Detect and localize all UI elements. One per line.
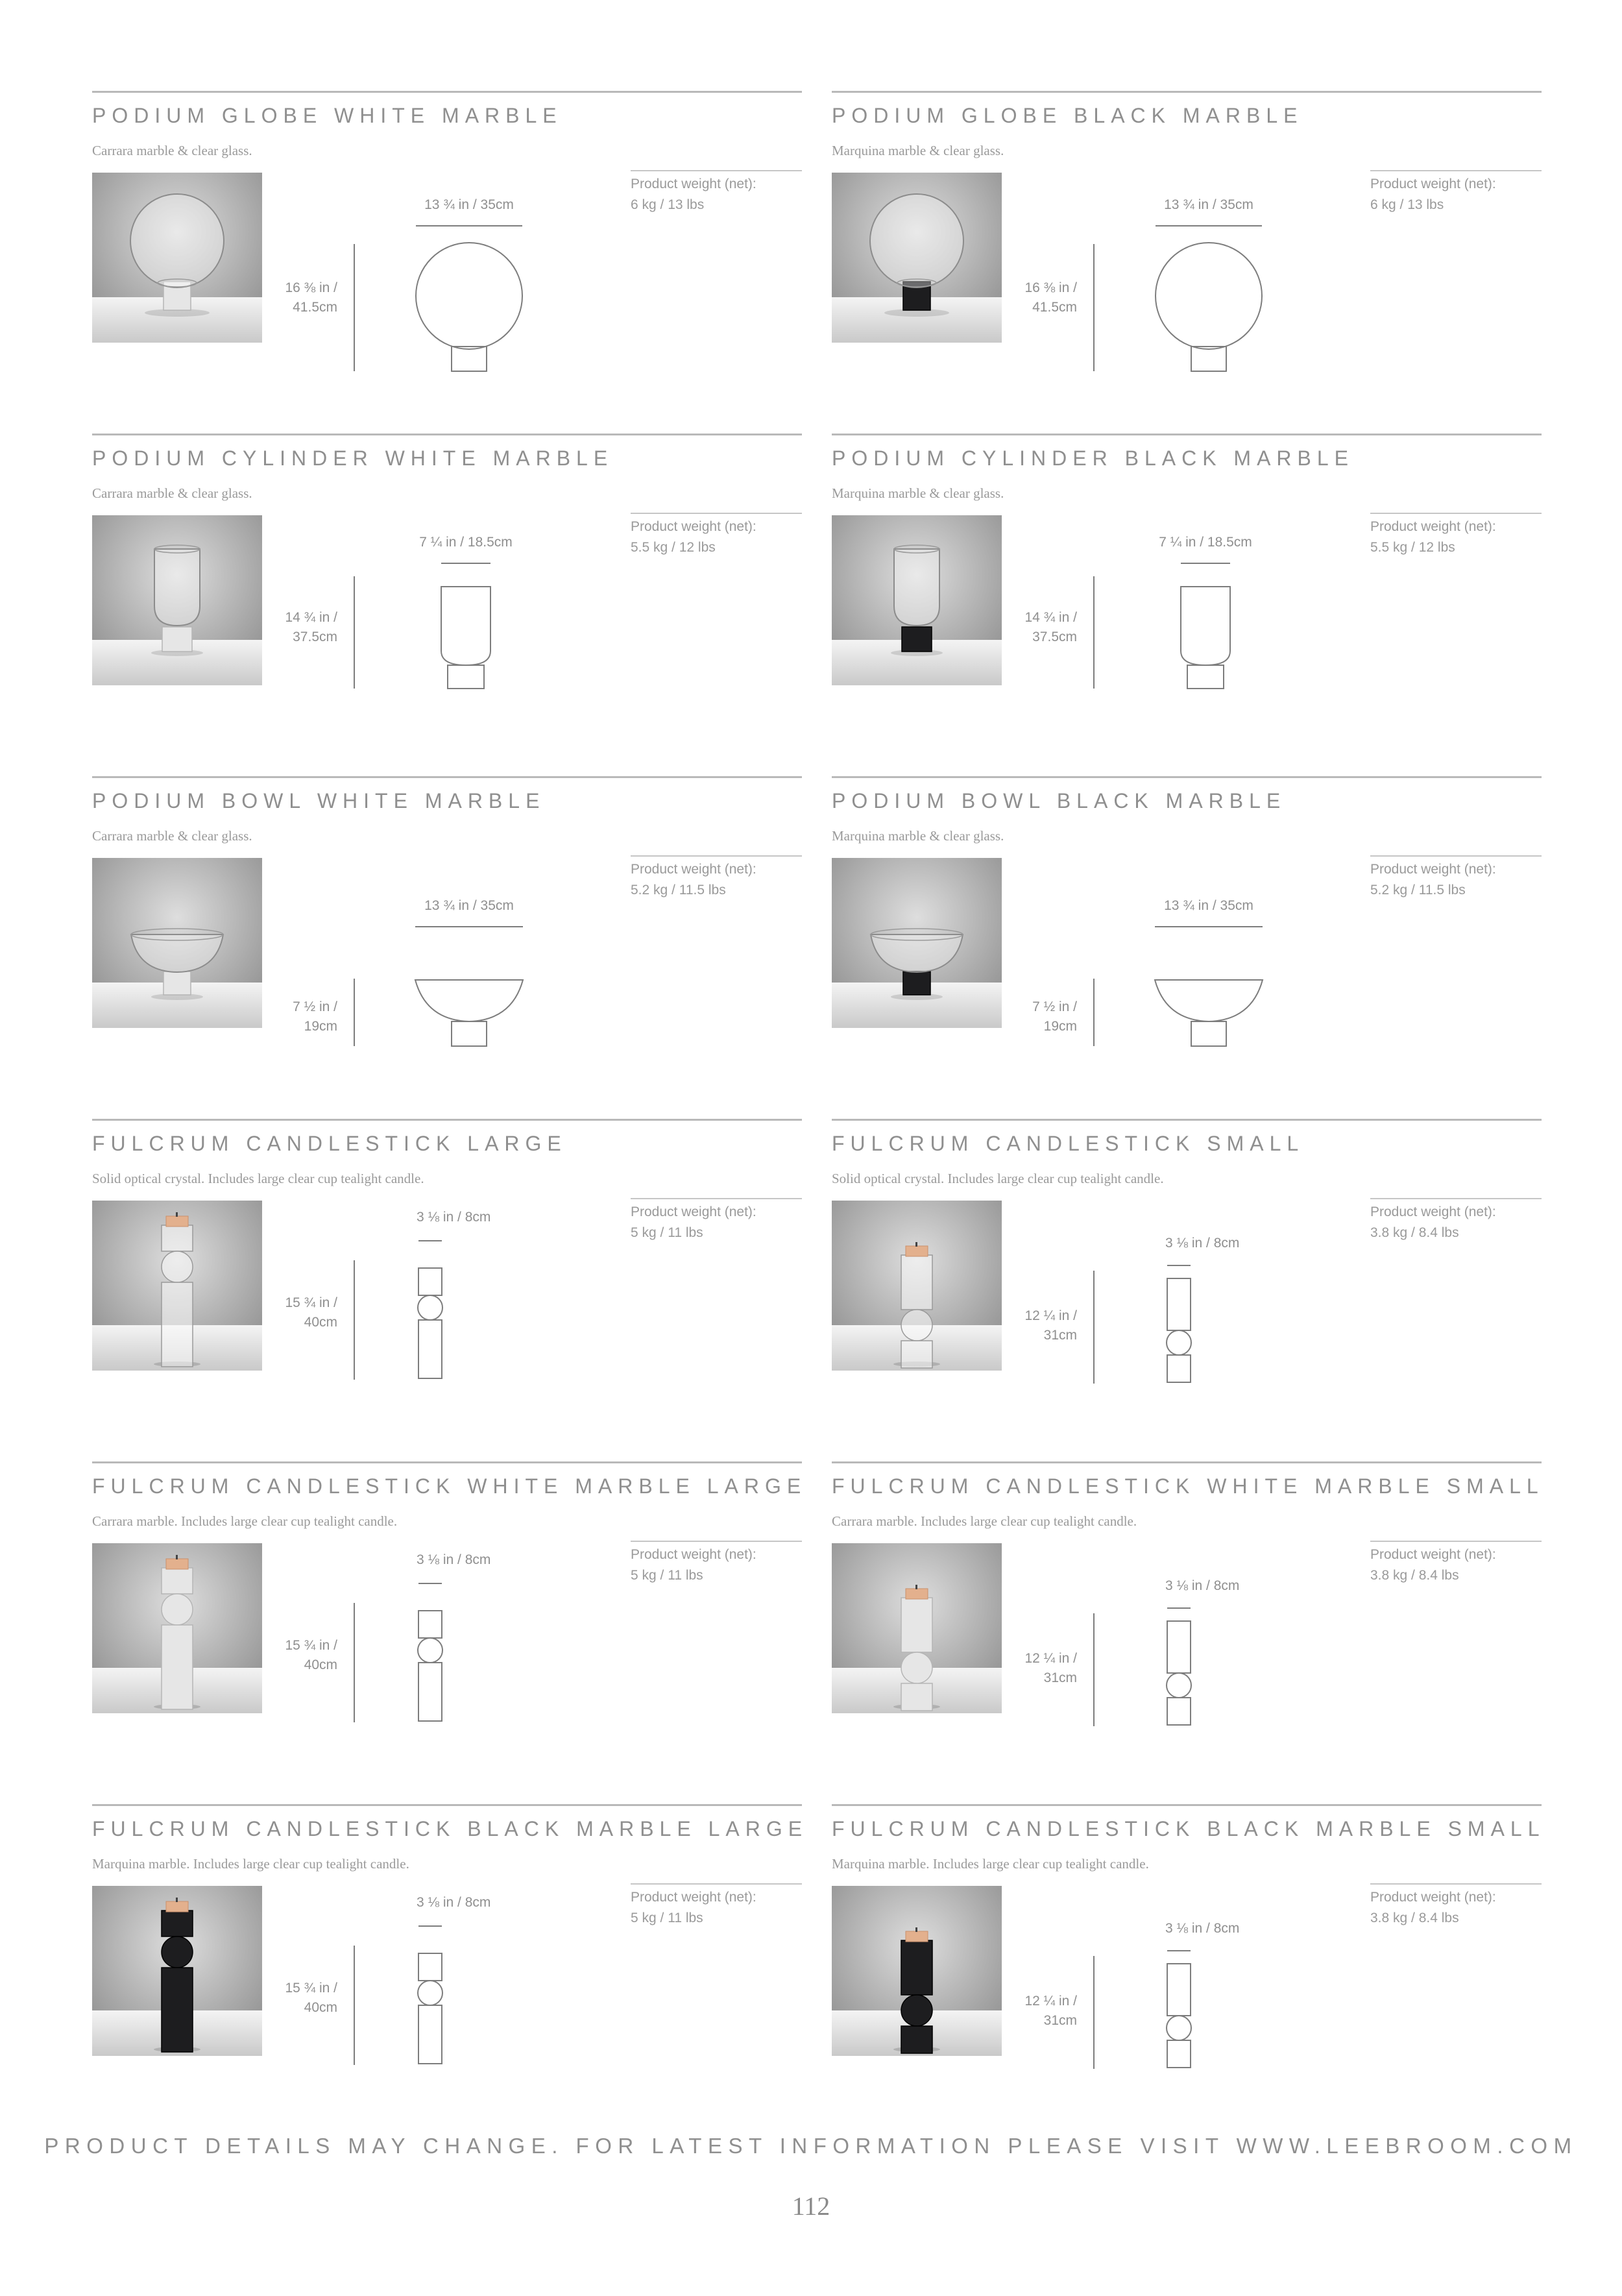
dimension-drawing bbox=[1024, 1869, 1299, 2064]
product-materials: Marquina marble & clear glass. bbox=[832, 485, 1004, 501]
svg-text:16 ⅜ in /: 16 ⅜ in / bbox=[285, 280, 337, 295]
product-title: FULCRUM CANDLESTICK WHITE MARBLE LARGE bbox=[92, 1474, 807, 1498]
product-title: PODIUM GLOBE WHITE MARBLE bbox=[92, 104, 563, 127]
dimension-drawing bbox=[1024, 1184, 1299, 1378]
svg-text:14 ¾ in /: 14 ¾ in / bbox=[1024, 610, 1077, 625]
weight-value: 3.8 kg / 8.4 lbs bbox=[1370, 1568, 1459, 1583]
section-divider bbox=[832, 776, 1542, 778]
svg-text:3 ⅛ in / 8cm: 3 ⅛ in / 8cm bbox=[417, 1895, 491, 1910]
product-materials: Marquina marble & clear glass. bbox=[832, 828, 1004, 844]
product-card bbox=[92, 1804, 808, 2103]
product-title: FULCRUM CANDLESTICK LARGE bbox=[92, 1132, 567, 1155]
section-divider bbox=[832, 1119, 1542, 1121]
dimension-drawing bbox=[285, 156, 559, 350]
svg-text:3 ⅛ in / 8cm: 3 ⅛ in / 8cm bbox=[417, 1210, 491, 1225]
product-title: PODIUM CYLINDER BLACK MARBLE bbox=[832, 446, 1355, 470]
svg-text:13 ¾ in / 35cm: 13 ¾ in / 35cm bbox=[1164, 197, 1253, 212]
section-divider bbox=[832, 434, 1542, 435]
product-materials: Solid optical crystal. Includes large clear cup tealight candle. bbox=[92, 1171, 424, 1186]
svg-text:15 ¾ in /: 15 ¾ in / bbox=[285, 1981, 337, 1996]
section-divider bbox=[832, 1461, 1542, 1463]
svg-text:3 ⅛ in / 8cm: 3 ⅛ in / 8cm bbox=[1165, 1921, 1240, 1936]
product-materials: Carrara marble & clear glass. bbox=[92, 828, 252, 844]
weight-value: 6 kg / 13 lbs bbox=[631, 197, 705, 212]
weight-value: 5 kg / 11 lbs bbox=[631, 1911, 703, 1925]
svg-text:13 ¾ in / 35cm: 13 ¾ in / 35cm bbox=[424, 898, 514, 913]
product-photo bbox=[832, 173, 1002, 343]
product-materials: Solid optical crystal. Includes large clear cup tealight candle. bbox=[832, 1171, 1164, 1186]
weight-value: 5.2 kg / 11.5 lbs bbox=[631, 883, 726, 898]
product-card bbox=[832, 776, 1542, 1075]
section-divider bbox=[832, 91, 1542, 93]
svg-text:40cm: 40cm bbox=[304, 1657, 337, 1672]
dimension-drawing bbox=[285, 1184, 559, 1378]
product-materials: Carrara marble & clear glass. bbox=[92, 143, 252, 158]
product-materials: Carrara marble. Includes large clear cup tealight candle. bbox=[832, 1513, 1137, 1529]
product-card bbox=[832, 1461, 1542, 1760]
product-title: FULCRUM CANDLESTICK SMALL bbox=[832, 1132, 1305, 1155]
product-card bbox=[92, 434, 802, 732]
weight-value: 5.2 kg / 11.5 lbs bbox=[1370, 883, 1466, 898]
svg-text:19cm: 19cm bbox=[304, 1019, 337, 1034]
weight-label: Product weight (net): bbox=[631, 519, 757, 534]
product-title: PODIUM BOWL WHITE MARBLE bbox=[92, 789, 546, 812]
page-number: 112 bbox=[792, 2192, 830, 2221]
weight-value: 3.8 kg / 8.4 lbs bbox=[1370, 1911, 1459, 1925]
product-card bbox=[92, 91, 802, 389]
product-materials: Carrara marble. Includes large clear cup tealight candle. bbox=[92, 1513, 398, 1529]
product-title: FULCRUM CANDLESTICK BLACK MARBLE SMALL bbox=[832, 1817, 1545, 1840]
section-divider bbox=[92, 1461, 802, 1463]
product-card bbox=[832, 434, 1542, 732]
weight-label: Product weight (net): bbox=[631, 1204, 757, 1219]
product-title: PODIUM CYLINDER WHITE MARBLE bbox=[92, 446, 614, 470]
section-divider bbox=[92, 776, 802, 778]
product-title: FULCRUM CANDLESTICK BLACK MARBLE LARGE bbox=[92, 1817, 808, 1840]
weight-divider bbox=[631, 513, 802, 514]
svg-text:7 ¼ in / 18.5cm: 7 ¼ in / 18.5cm bbox=[1159, 535, 1252, 550]
dimension-drawing bbox=[285, 1869, 559, 2064]
svg-text:40cm: 40cm bbox=[304, 1315, 337, 1330]
weight-label: Product weight (net): bbox=[1370, 519, 1496, 534]
product-card bbox=[832, 1804, 1545, 2103]
product-photo bbox=[832, 1201, 1002, 1371]
dimension-drawing bbox=[293, 841, 559, 1036]
weight-divider bbox=[631, 1883, 802, 1885]
svg-text:7 ½ in /: 7 ½ in / bbox=[1032, 999, 1077, 1014]
weight-label: Product weight (net): bbox=[631, 862, 757, 877]
product-materials: Carrara marble & clear glass. bbox=[92, 485, 252, 501]
svg-text:41.5cm: 41.5cm bbox=[1032, 300, 1077, 315]
svg-text:37.5cm: 37.5cm bbox=[1032, 629, 1077, 644]
section-divider bbox=[92, 1119, 802, 1121]
svg-text:31cm: 31cm bbox=[1043, 2013, 1077, 2028]
svg-text:15 ¾ in /: 15 ¾ in / bbox=[285, 1638, 337, 1653]
weight-value: 5 kg / 11 lbs bbox=[631, 1568, 703, 1583]
product-card bbox=[832, 91, 1542, 389]
product-title: PODIUM GLOBE BLACK MARBLE bbox=[832, 104, 1303, 127]
svg-text:3 ⅛ in / 8cm: 3 ⅛ in / 8cm bbox=[417, 1552, 491, 1567]
dimension-drawing bbox=[285, 1526, 559, 1721]
weight-divider bbox=[1370, 1541, 1542, 1542]
product-photo bbox=[832, 515, 1002, 685]
weight-divider bbox=[631, 1198, 802, 1199]
weight-divider bbox=[1370, 513, 1542, 514]
weight-divider bbox=[1370, 855, 1542, 857]
weight-divider bbox=[1370, 1883, 1542, 1885]
product-materials: Marquina marble & clear glass. bbox=[832, 143, 1004, 158]
weight-divider bbox=[1370, 1198, 1542, 1199]
weight-label: Product weight (net): bbox=[1370, 1890, 1496, 1905]
product-card bbox=[92, 776, 802, 1075]
weight-divider bbox=[1370, 170, 1542, 171]
svg-text:16 ⅜ in /: 16 ⅜ in / bbox=[1024, 280, 1077, 295]
svg-text:3 ⅛ in / 8cm: 3 ⅛ in / 8cm bbox=[1165, 1236, 1240, 1251]
dimension-drawing bbox=[285, 498, 559, 693]
product-photo bbox=[92, 515, 262, 685]
product-photo bbox=[92, 1886, 262, 2056]
product-card bbox=[832, 1119, 1542, 1417]
weight-label: Product weight (net): bbox=[1370, 1547, 1496, 1562]
svg-text:40cm: 40cm bbox=[304, 2000, 337, 2015]
weight-divider bbox=[631, 170, 802, 171]
dimension-drawing bbox=[1032, 841, 1299, 1036]
weight-label: Product weight (net): bbox=[631, 1890, 757, 1905]
section-divider bbox=[92, 434, 802, 435]
weight-label: Product weight (net): bbox=[1370, 177, 1496, 191]
weight-label: Product weight (net): bbox=[1370, 1204, 1496, 1219]
svg-text:37.5cm: 37.5cm bbox=[293, 629, 337, 644]
svg-text:12 ¼ in /: 12 ¼ in / bbox=[1024, 1994, 1077, 2009]
svg-text:3 ⅛ in / 8cm: 3 ⅛ in / 8cm bbox=[1165, 1578, 1240, 1593]
section-divider bbox=[92, 91, 802, 93]
weight-label: Product weight (net): bbox=[631, 177, 757, 191]
footer-note: PRODUCT DETAILS MAY CHANGE. FOR LATEST INFORMATION PLEASE VISIT WWW.LEEBROOM.COM bbox=[44, 2134, 1578, 2158]
product-card bbox=[92, 1119, 802, 1417]
section-divider bbox=[832, 1804, 1542, 1806]
product-title: PODIUM BOWL BLACK MARBLE bbox=[832, 789, 1287, 812]
product-photo bbox=[832, 1543, 1002, 1713]
svg-text:7 ½ in /: 7 ½ in / bbox=[293, 999, 337, 1014]
svg-text:19cm: 19cm bbox=[1043, 1019, 1077, 1034]
weight-value: 6 kg / 13 lbs bbox=[1370, 197, 1444, 212]
weight-divider bbox=[631, 1541, 802, 1542]
weight-label: Product weight (net): bbox=[631, 1547, 757, 1562]
weight-value: 5.5 kg / 12 lbs bbox=[631, 540, 716, 555]
weight-label: Product weight (net): bbox=[1370, 862, 1496, 877]
weight-value: 5.5 kg / 12 lbs bbox=[1370, 540, 1455, 555]
product-materials: Marquina marble. Includes large clear cup tealight candle. bbox=[832, 1856, 1149, 1872]
svg-text:7 ¼ in / 18.5cm: 7 ¼ in / 18.5cm bbox=[419, 535, 513, 550]
dimension-drawing bbox=[1024, 1526, 1299, 1721]
product-photo bbox=[92, 1201, 262, 1371]
svg-text:15 ¾ in /: 15 ¾ in / bbox=[285, 1295, 337, 1310]
dimension-drawing bbox=[1024, 498, 1299, 693]
product-card bbox=[92, 1461, 807, 1760]
svg-text:31cm: 31cm bbox=[1043, 1328, 1077, 1343]
weight-value: 3.8 kg / 8.4 lbs bbox=[1370, 1225, 1459, 1240]
svg-text:12 ¼ in /: 12 ¼ in / bbox=[1024, 1308, 1077, 1323]
svg-text:31cm: 31cm bbox=[1043, 1670, 1077, 1685]
product-photo bbox=[92, 1543, 262, 1713]
svg-text:41.5cm: 41.5cm bbox=[293, 300, 337, 315]
svg-text:13 ¾ in / 35cm: 13 ¾ in / 35cm bbox=[424, 197, 514, 212]
weight-divider bbox=[631, 855, 802, 857]
product-photo bbox=[92, 858, 262, 1028]
weight-value: 5 kg / 11 lbs bbox=[631, 1225, 703, 1240]
svg-text:13 ¾ in / 35cm: 13 ¾ in / 35cm bbox=[1164, 898, 1253, 913]
svg-text:12 ¼ in /: 12 ¼ in / bbox=[1024, 1651, 1077, 1666]
product-title: FULCRUM CANDLESTICK WHITE MARBLE SMALL bbox=[832, 1474, 1544, 1498]
section-divider bbox=[92, 1804, 802, 1806]
product-materials: Marquina marble. Includes large clear cup tealight candle. bbox=[92, 1856, 409, 1872]
product-photo bbox=[832, 1886, 1002, 2056]
product-photo bbox=[92, 173, 262, 343]
product-photo bbox=[832, 858, 1002, 1028]
dimension-drawing bbox=[1024, 156, 1299, 350]
svg-text:14 ¾ in /: 14 ¾ in / bbox=[285, 610, 337, 625]
